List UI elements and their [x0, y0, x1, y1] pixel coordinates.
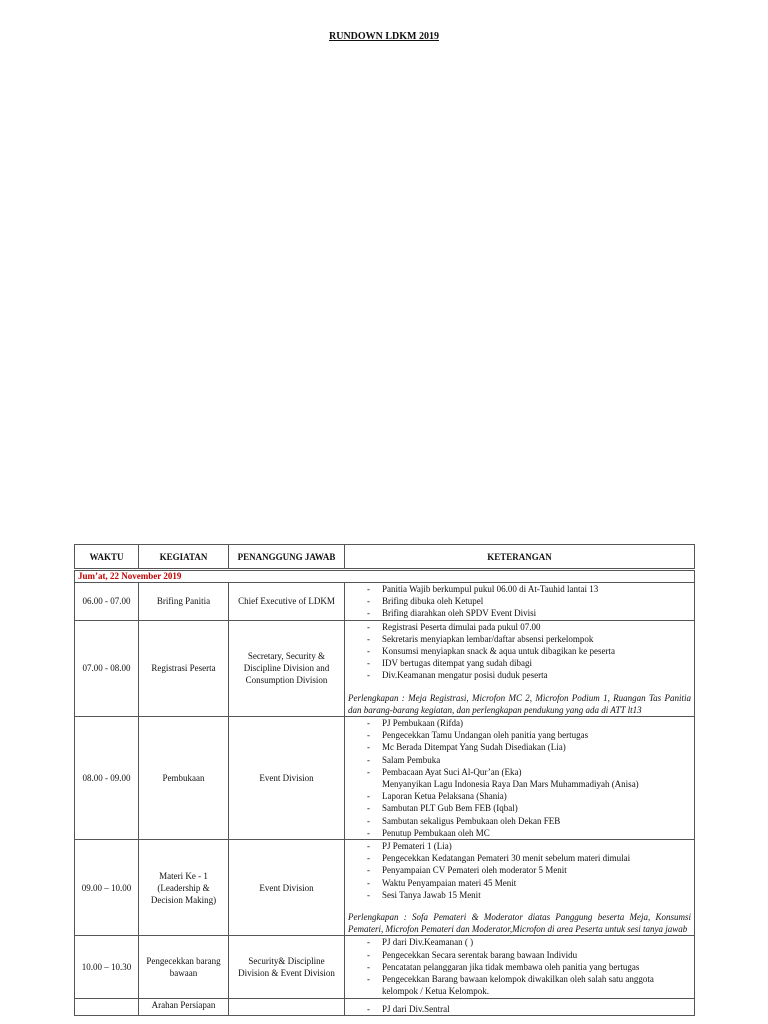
list-item: - Penyampaian CV Pemateri oleh moderator 5 Menit [348, 864, 691, 876]
list-item: - Sambutan PLT Gub Bem FEB (Iqbal) [348, 802, 691, 814]
row-waktu: 06.00 - 07.00 [75, 583, 139, 621]
table-row [75, 583, 695, 621]
list-item-continuation: Menyanyikan Lagu Indonesia Raya Dan Mars Muhammadiyah (Anisa) [382, 779, 639, 790]
row-waktu [75, 998, 139, 1015]
list-item: - Pengecekkan Tamu Undangan oleh panitia yang bertugas [348, 729, 691, 741]
list-item: - IDV bertugas ditempat yang sudah dibagi [348, 657, 691, 669]
document-title: RUNDOWN LDKM 2019 [329, 31, 439, 42]
list-item: - Mc Berada Ditempat Yang Sudah Disediakan (Lia) [348, 741, 691, 753]
header-penanggung-jawab: PENANGGUNG JAWAB [229, 545, 345, 570]
list-item: - Konsumsi menyiapkan snack & aqua untuk dibagikan ke peserta [348, 645, 691, 657]
row-keterangan [345, 936, 695, 998]
row-penanggung-jawab: Security& Discipline Division & Event Division [229, 936, 345, 998]
list-item: - Panitia Wajib berkumpul pukul 06.00 di At-Tauhid lantai 13 [348, 583, 691, 595]
list-item: - Pengecekkan Kedatangan Pemateri 30 menit sebelum materi dimulai [348, 852, 691, 864]
keterangan-list [348, 717, 691, 839]
list-item: - Pengecekkan Barang bawaan kelompok diwakilkan oleh salah satu anggota kelompok / Ketua Kelompok. [348, 973, 691, 997]
list-item: - Pengecekkan Secara serentak barang bawaan Individu [348, 949, 691, 961]
table-row [75, 936, 695, 998]
header-keterangan: KETERANGAN [345, 545, 695, 570]
row-waktu: 07.00 - 08.00 [75, 620, 139, 716]
row-keterangan [345, 620, 695, 716]
list-item: - PJ dari Div.Sentral [348, 1003, 691, 1015]
table-row [75, 998, 695, 1015]
row-penanggung-jawab: Event Division [229, 840, 345, 936]
day-label: Jum’at, 22 November 2019 [75, 570, 695, 583]
row-kegiatan: Registrasi Peserta [139, 620, 229, 716]
list-item: - Brifing diarahkan oleh SPDV Event Divisi [348, 607, 691, 619]
row-penanggung-jawab [229, 998, 345, 1015]
keterangan-list [348, 1003, 691, 1015]
header-kegiatan: KEGIATAN [139, 545, 229, 570]
row-waktu: 09.00 – 10.00 [75, 840, 139, 936]
row-waktu: 10.00 – 10.30 [75, 936, 139, 998]
row-kegiatan: Pengecekkan barang bawaan [139, 936, 229, 998]
rundown-table [74, 544, 695, 1016]
row-keterangan [345, 583, 695, 621]
keterangan-list [348, 840, 691, 901]
day-row [75, 570, 695, 583]
row-penanggung-jawab: Secretary, Security & Discipline Division and Consumption Division [229, 620, 345, 716]
row-keterangan [345, 840, 695, 936]
perlengkapan-note: Perlengkapan : Sofa Pemateri & Moderator diatas Panggung beserta Meja, Konsumsi Pemateri, Microfon Pemateri dan Moderator,Microfon di area Peserta untuk sesi tanya jawab [348, 912, 691, 935]
row-kegiatan: Pembukaan [139, 717, 229, 840]
list-item: - PJ dari Div.Keamanan ( ) [348, 936, 691, 948]
list-item: - Div.Keamanan mengatur posisi duduk peserta [348, 669, 691, 681]
list-item: - Penutup Pembukaan oleh MC [348, 827, 691, 839]
list-item: - Salam Pembuka [348, 754, 691, 766]
row-keterangan [345, 998, 695, 1015]
list-item: - Sekretaris menyiapkan lembar/daftar absensi perkelompok [348, 633, 691, 645]
row-kegiatan: Arahan Persiapan [139, 998, 229, 1015]
row-waktu: 08.00 - 09.00 [75, 717, 139, 840]
row-kegiatan: Brifing Panitia [139, 583, 229, 621]
list-item: - Sesi Tanya Jawab 15 Menit [348, 889, 691, 901]
row-kegiatan: Materi Ke - 1 (Leadership & Decision Making) [139, 840, 229, 936]
list-item: - Laporan Ketua Pelaksana (Shania) [348, 790, 691, 802]
list-item: - Pencatatan pelanggaran jika tidak membawa oleh panitia yang bertugas [348, 961, 691, 973]
header-waktu: WAKTU [75, 545, 139, 570]
keterangan-list [348, 621, 691, 682]
keterangan-list [348, 583, 691, 620]
list-item: - Registrasi Peserta dimulai pada pukul 07.00 [348, 621, 691, 633]
perlengkapan-note: Perlengkapan : Meja Registrasi, Microfon MC 2, Microfon Podium 1, Ruangan Tas Panitia dan barang-barang kegiatan, dan perlengkapan pendukung yang ada di ATT lt13 [348, 692, 691, 715]
table-row [75, 717, 695, 840]
keterangan-list [348, 936, 691, 997]
row-penanggung-jawab: Event Division [229, 717, 345, 840]
list-item: - Sambutan sekaligus Pembukaan oleh Dekan FEB [348, 815, 691, 827]
table-header-row [75, 545, 695, 570]
list-item: - Waktu Penyampaian materi 45 Menit [348, 877, 691, 889]
list-item: - PJ Pemateri 1 (Lia) [348, 840, 691, 852]
list-item: - Pembacaan Ayat Suci Al-Qur’an (Eka) [348, 766, 691, 778]
row-penanggung-jawab: Chief Executive of LDKM [229, 583, 345, 621]
table-row [75, 840, 695, 936]
list-item: - Brifing dibuka oleh Ketupel [348, 595, 691, 607]
row-keterangan [345, 717, 695, 840]
list-item: - PJ Pembukaan (Rifda) [348, 717, 691, 729]
table-row [75, 620, 695, 716]
